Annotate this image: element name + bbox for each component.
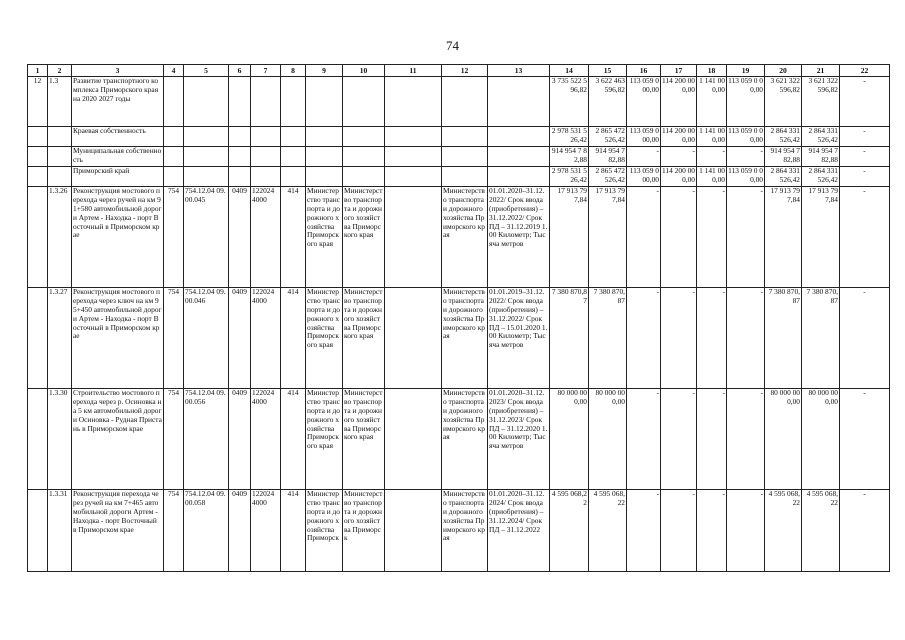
table-cell: 2 865 472 526,42	[589, 127, 627, 147]
table-cell: Реконструкция мостового перехода через ручей на км 91+580 автомобильной дороги Артем - Находка - порт Восточный в Приморском крае	[72, 187, 164, 288]
table-cell: 754	[164, 389, 184, 490]
table-cell	[385, 147, 442, 167]
column-header: 21	[802, 65, 840, 77]
table-cell: 2 865 472 526,42	[589, 167, 627, 187]
table-cell: 12	[28, 77, 48, 127]
column-header: 8	[281, 65, 306, 77]
header-row	[28, 65, 890, 77]
table-cell: 01.01.2020–31.12.2024/ Срок ввода (приобретения) – 31.12.2024/ Срок ПД – 31.12.2022	[488, 490, 550, 572]
table-cell: 80 000 00 0,00	[802, 389, 840, 490]
table-cell	[343, 167, 385, 187]
table-cell: 2 864 331 526,42	[802, 167, 840, 187]
table-cell: 1.3	[48, 77, 72, 127]
table-cell	[164, 147, 184, 167]
table-cell: 7 380 870,87	[765, 288, 802, 389]
table-cell: 80 000 00 0,00	[589, 389, 627, 490]
table-cell: -	[840, 77, 890, 127]
table-cell: 1 141 00 0,00	[697, 77, 727, 127]
column-header: 10	[343, 65, 385, 77]
table-cell: 80 000 00 0,00	[765, 389, 802, 490]
table-cell: -	[627, 288, 661, 389]
table-cell	[229, 127, 251, 147]
table-cell: 1.3.31	[48, 490, 72, 572]
table-cell	[28, 187, 48, 288]
table-cell	[281, 77, 306, 127]
table-cell: 914 954 7 82,88	[589, 147, 627, 167]
column-header: 16	[627, 65, 661, 77]
table-cell: -	[840, 187, 890, 288]
table-cell: 754	[164, 288, 184, 389]
table-cell: 17 913 79 7,84	[765, 187, 802, 288]
table-cell: 122024 4000	[251, 490, 281, 572]
table-cell: 1.3.26	[48, 187, 72, 288]
table-cell: -	[840, 127, 890, 147]
page-number: 74	[446, 38, 459, 53]
table-cell: -	[697, 288, 727, 389]
table-cell: 122024 4000	[251, 389, 281, 490]
table-cell: 914 954 7 82,88	[550, 147, 589, 167]
table-cell: -	[840, 288, 890, 389]
table-cell: -	[661, 147, 697, 167]
table-cell: 7 380 870,87	[802, 288, 840, 389]
table-cell: 3 735 522 596,82	[550, 77, 589, 127]
table-row	[28, 127, 890, 147]
table-cell	[164, 77, 184, 127]
table-cell: -	[627, 389, 661, 490]
table-row	[28, 389, 890, 490]
table-cell	[488, 77, 550, 127]
table-cell: 2 864 331 526,42	[802, 127, 840, 147]
table-cell: -	[661, 389, 697, 490]
table-cell	[488, 147, 550, 167]
table-cell: 113 059 0 00,00	[727, 127, 765, 147]
table-cell: 2 978 531 526,42	[550, 127, 589, 147]
table-cell: Министерство транспорта и дорожного хозяйства Приморского края	[343, 389, 385, 490]
table-cell: 1.3.30	[48, 389, 72, 490]
table-cell: Министерство транспорта и дорожного хозяйства Приморск	[343, 490, 385, 572]
table-cell: -	[661, 288, 697, 389]
table-cell: 4 595 068,22	[550, 490, 589, 572]
table-cell: Министерство транспорта и дорожного хозяйства Приморского края	[442, 389, 488, 490]
table-cell	[281, 127, 306, 147]
table-cell: Развитие транспортного комплекса Приморского края на 2020 2027 годы	[72, 77, 164, 127]
table-row	[28, 77, 890, 127]
table-cell: Министерство транспорта и дорожного хозяйства Приморск	[306, 490, 343, 572]
table-cell	[28, 288, 48, 389]
table-cell	[442, 167, 488, 187]
table-cell: -	[697, 490, 727, 572]
table-cell: -	[727, 389, 765, 490]
table-cell	[184, 167, 229, 187]
table-cell: 2 978 531 526,42	[550, 167, 589, 187]
budget-table	[27, 64, 890, 572]
table-cell: 914 954 7 82,88	[765, 147, 802, 167]
table-cell: -	[661, 490, 697, 572]
table-cell	[306, 167, 343, 187]
column-header: 17	[661, 65, 697, 77]
table-row	[28, 288, 890, 389]
table-cell: 0409	[229, 389, 251, 490]
table-cell	[184, 147, 229, 167]
table-cell	[229, 167, 251, 187]
table-cell: 754.12.04 09.00.056	[184, 389, 229, 490]
column-header: 9	[306, 65, 343, 77]
table-cell: 114 200 000,00	[661, 77, 697, 127]
table-cell: -	[840, 389, 890, 490]
table-cell: 113 059 0 00,00	[627, 167, 661, 187]
table-cell	[343, 147, 385, 167]
table-cell: Краевая собственность	[72, 127, 164, 147]
table-cell: 3 621 322 596,82	[765, 77, 802, 127]
table-cell: 2 864 331 526,42	[765, 127, 802, 147]
table-cell: -	[627, 187, 661, 288]
table-cell: 414	[281, 187, 306, 288]
table-cell	[48, 127, 72, 147]
table-cell	[48, 147, 72, 167]
table-cell: Министерство транспорта и дорожного хозяйства Приморского края	[306, 389, 343, 490]
table-cell	[229, 77, 251, 127]
table-cell: -	[840, 490, 890, 572]
table-cell: -	[697, 147, 727, 167]
table-cell	[229, 147, 251, 167]
table-cell: 1 141 00 0,00	[697, 127, 727, 147]
table-cell: -	[697, 389, 727, 490]
table-cell	[385, 288, 442, 389]
table-cell: Министерство транспорта и дорожного хозяйства Приморского края	[306, 288, 343, 389]
table-row	[28, 147, 890, 167]
table-cell: Реконструкция перехода через ручей на км 7+465 автомобильной дороги Артем - Находка - порт Восточный в Приморском крае	[72, 490, 164, 572]
column-header: 3	[72, 65, 164, 77]
table-cell: 3 621 322 596,82	[802, 77, 840, 127]
table-cell: Строительство мостового перехода через р. Осиновка на 5 км автомобильной дороги Осиновка - Рудная Пристань в Приморском крае	[72, 389, 164, 490]
table-cell: -	[627, 147, 661, 167]
table-cell: -	[840, 167, 890, 187]
table-cell	[306, 77, 343, 127]
table-cell	[28, 490, 48, 572]
table-cell: -	[840, 147, 890, 167]
column-header: 11	[385, 65, 442, 77]
table-cell: -	[727, 288, 765, 389]
column-header: 7	[251, 65, 281, 77]
table-cell: 113 059 0 00,00	[727, 77, 765, 127]
table-cell: Приморский край	[72, 167, 164, 187]
table-cell: 17 913 79 7,84	[589, 187, 627, 288]
table-cell: Реконструкция мостового перехода через ключ на км 95+450 автомобильной дороги Артем - Находка - порт Восточный в Приморском крае	[72, 288, 164, 389]
table-cell: 17 913 79 7,84	[550, 187, 589, 288]
table-cell: Министерство транспорта и дорожного хозяйства Приморского края	[343, 187, 385, 288]
table-cell: 01.01.2019–31.12.2022/ Срок ввода (приобретения) – 31.12.2022/ Срок ПД – 15.01.2020 1.00 Километр; Тысяча метров	[488, 288, 550, 389]
table-cell	[343, 127, 385, 147]
table-cell: 7 380 870,87	[589, 288, 627, 389]
table-cell: 414	[281, 389, 306, 490]
table-cell	[251, 127, 281, 147]
table-cell: 3 622 463 596,82	[589, 77, 627, 127]
table-cell	[385, 389, 442, 490]
table-cell: 914 954 7 82,88	[802, 147, 840, 167]
column-header: 6	[229, 65, 251, 77]
table-cell: 17 913 79 7,84	[802, 187, 840, 288]
table-cell	[184, 77, 229, 127]
column-header: 15	[589, 65, 627, 77]
table-cell: 122024 4000	[251, 288, 281, 389]
table-cell: Муниципальная собственность	[72, 147, 164, 167]
table-cell: 1 141 00 0,00	[697, 167, 727, 187]
table-cell: 114 200 000,00	[661, 167, 697, 187]
table-cell	[251, 167, 281, 187]
table-cell: 754.12.04 09.00.058	[184, 490, 229, 572]
table-cell	[385, 167, 442, 187]
column-header: 22	[840, 65, 890, 77]
table-cell	[28, 147, 48, 167]
table-cell: Министерство транспорта и дорожного хозяйства Приморского края	[442, 187, 488, 288]
table-cell	[385, 490, 442, 572]
table-row	[28, 187, 890, 288]
table-cell	[306, 127, 343, 147]
table-cell	[28, 389, 48, 490]
table-cell: -	[727, 490, 765, 572]
table-cell	[306, 147, 343, 167]
table-cell	[28, 167, 48, 187]
table-cell: -	[627, 490, 661, 572]
table-cell: Министерство транспорта и дорожного хозяйства Приморского края	[442, 490, 488, 572]
column-header: 19	[727, 65, 765, 77]
table-cell: 4 595 068,22	[589, 490, 627, 572]
table-cell: 0409	[229, 490, 251, 572]
column-header: 2	[48, 65, 72, 77]
table-cell	[251, 77, 281, 127]
table-cell: 754.12.04 09.00.046	[184, 288, 229, 389]
table-cell: 414	[281, 490, 306, 572]
column-header: 20	[765, 65, 802, 77]
table-cell: 113 059 0 00,00	[727, 167, 765, 187]
table-cell: 4 595 068,22	[765, 490, 802, 572]
table-cell: -	[727, 187, 765, 288]
table-cell	[164, 167, 184, 187]
table-cell: Министерство транспорта и дорожного хозяйства Приморского края	[343, 288, 385, 389]
table-cell	[442, 77, 488, 127]
table-cell	[251, 147, 281, 167]
table-row	[28, 490, 890, 572]
table-cell: 414	[281, 288, 306, 389]
table-cell	[343, 77, 385, 127]
table-cell	[442, 127, 488, 147]
table-cell	[385, 187, 442, 288]
table-cell	[385, 127, 442, 147]
table-cell	[48, 167, 72, 187]
table-cell: 01.01.2020–31.12.2023/ Срок ввода (приобретения) – 31.12.2023/ Срок ПД – 31.12.2020 1.00 Километр; Тысяча метров	[488, 389, 550, 490]
table-cell	[488, 127, 550, 147]
table-cell: 1.3.27	[48, 288, 72, 389]
table-cell: 2 864 331 526,42	[765, 167, 802, 187]
table-cell	[281, 167, 306, 187]
table-cell	[281, 147, 306, 167]
table-cell: 114 200 000,00	[661, 127, 697, 147]
table-cell: 0409	[229, 288, 251, 389]
table-cell: 754	[164, 490, 184, 572]
table-cell: -	[661, 187, 697, 288]
column-header: 12	[442, 65, 488, 77]
table-cell: 7 380 870,87	[550, 288, 589, 389]
table-cell: 122024 4000	[251, 187, 281, 288]
column-header: 1	[28, 65, 48, 77]
table-cell: Министерство транспорта и дорожного хозяйства Приморского края	[306, 187, 343, 288]
column-header: 4	[164, 65, 184, 77]
table-cell: 754.12.04 09.00.045	[184, 187, 229, 288]
table-cell: 0409	[229, 187, 251, 288]
column-header: 13	[488, 65, 550, 77]
table-cell	[164, 127, 184, 147]
table-cell: -	[727, 147, 765, 167]
table-cell: 754	[164, 187, 184, 288]
table-cell: Министерство транспорта и дорожного хозяйства Приморского края	[442, 288, 488, 389]
table-cell	[385, 77, 442, 127]
table-cell	[442, 147, 488, 167]
table-cell: 4 595 068,22	[802, 490, 840, 572]
table-row	[28, 167, 890, 187]
table-cell	[184, 127, 229, 147]
table-cell: 113 059 0 00,00	[627, 77, 661, 127]
table-cell: 80 000 00 0,00	[550, 389, 589, 490]
table-cell: 113 059 0 00,00	[627, 127, 661, 147]
table-cell	[488, 167, 550, 187]
column-header: 5	[184, 65, 229, 77]
column-header: 14	[550, 65, 589, 77]
table-cell: -	[697, 187, 727, 288]
column-header: 18	[697, 65, 727, 77]
table-cell	[28, 127, 48, 147]
table-cell: 01.01.2020–31.12.2022/ Срок ввода (приобретения) – 31.12.2022/ Срок ПД – 31.12.2019 1.00 Километр; Тысяча метров	[488, 187, 550, 288]
